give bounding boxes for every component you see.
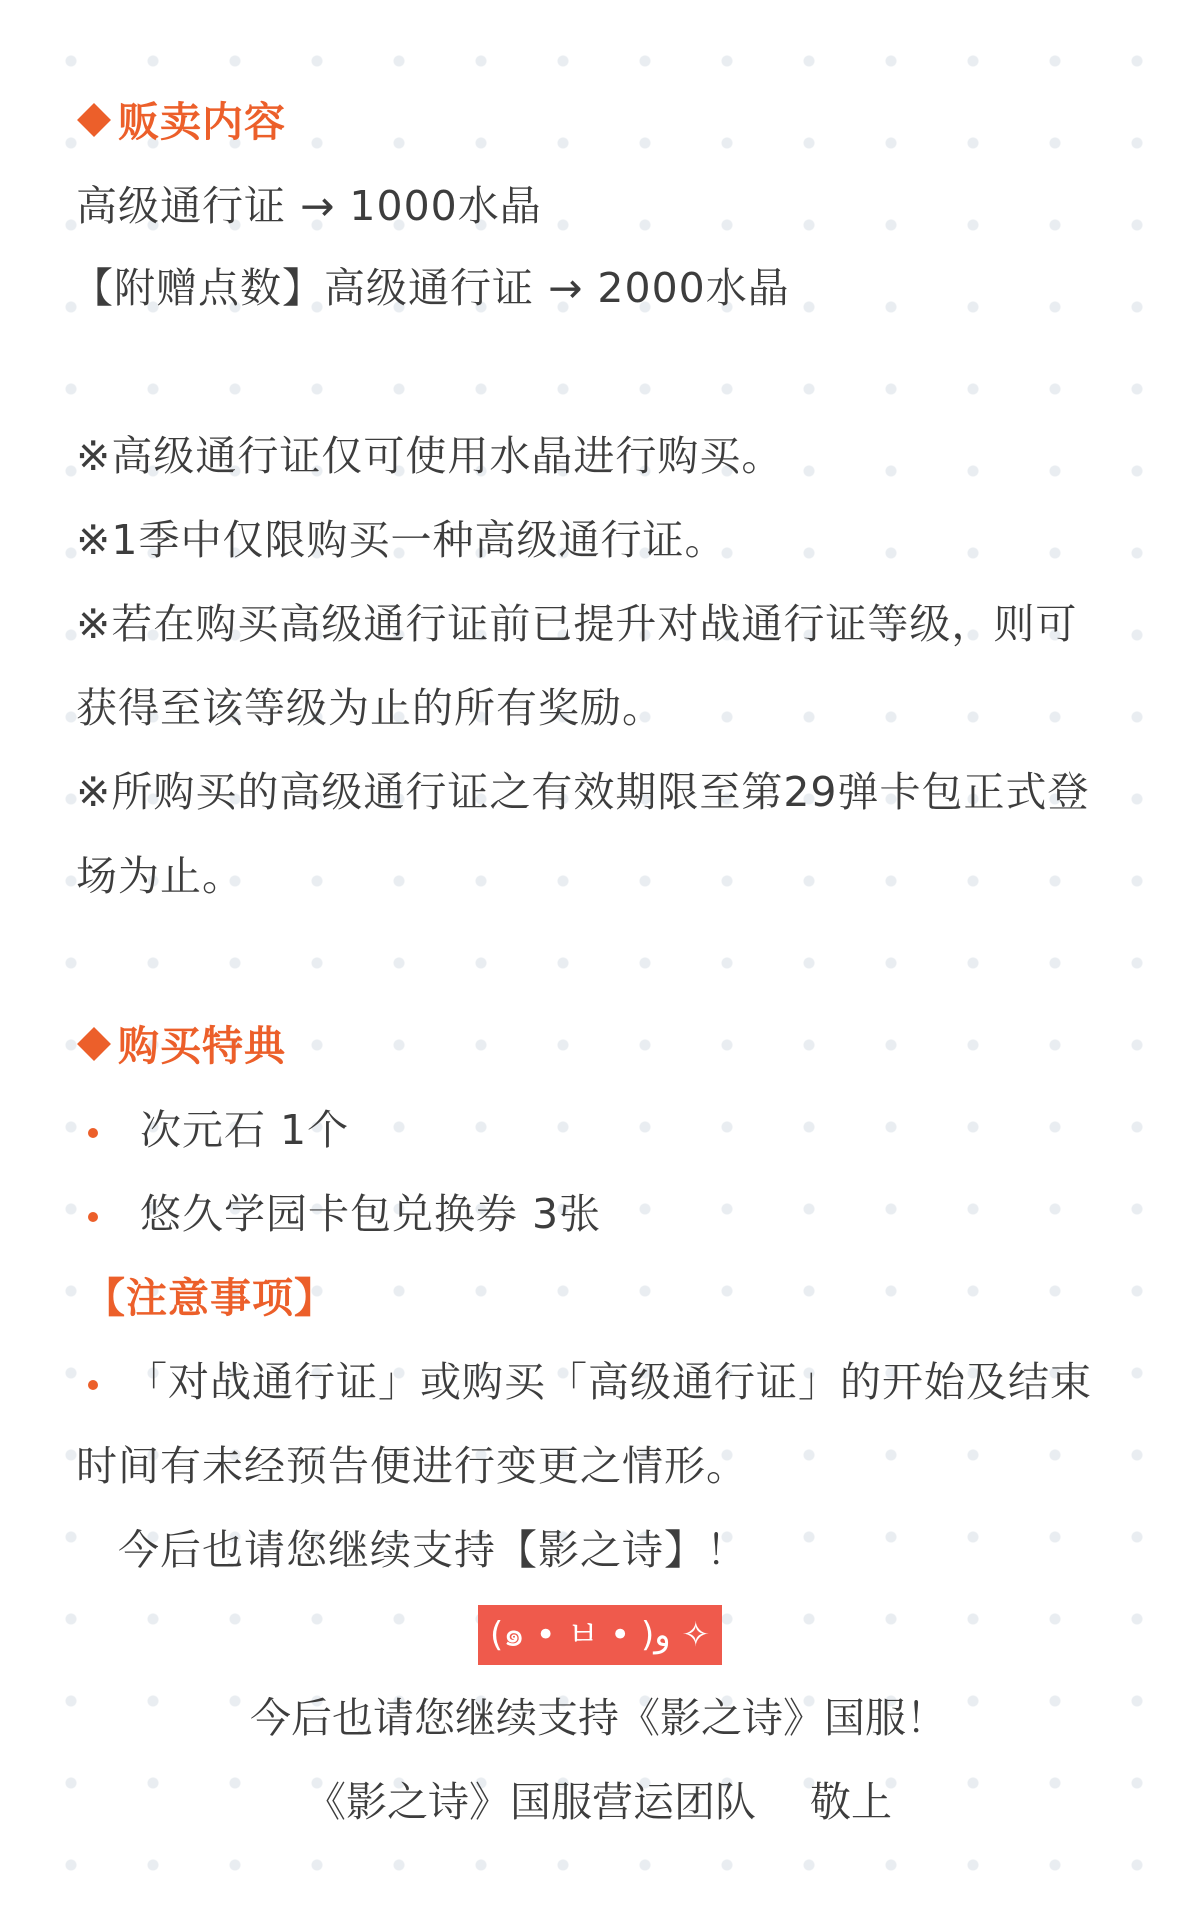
note-1: ※高级通行证仅可使用水晶进行购买。 bbox=[76, 432, 784, 480]
sales-heading-text: 贩卖内容 bbox=[118, 98, 286, 146]
note-2: ※1季中仅限购买一种高级通行证。 bbox=[76, 516, 727, 564]
kaomoji-badge: (๑ • ㅂ • )و ✧ bbox=[478, 1605, 722, 1665]
note-4-line-2: 场为止。 bbox=[76, 852, 244, 900]
closing-line-1: 今后也请您继续支持《影之诗》国服！ bbox=[250, 1694, 947, 1742]
bullet-icon bbox=[88, 1380, 98, 1390]
caution-line-1: 「对战通行证」或购买「高级通行证」的开始及结束 bbox=[126, 1358, 1092, 1406]
sales-line-2: 【附赠点数】高级通行证 → 2000水晶 bbox=[72, 264, 790, 312]
bonus-item-2: 悠久学园卡包兑换券 3张 bbox=[140, 1190, 602, 1238]
closing-line-2: 《影之诗》国服营运团队 敬上 bbox=[304, 1778, 893, 1826]
diamond-icon bbox=[77, 1027, 111, 1061]
sales-line-1: 高级通行证 → 1000水晶 bbox=[76, 182, 542, 230]
sales-heading bbox=[76, 96, 286, 148]
note-3-line-1: ※若在购买高级通行证前已提升对战通行证等级，则可 bbox=[76, 600, 1078, 648]
caution-line-2: 时间有未经预告便进行变更之情形。 bbox=[76, 1442, 748, 1490]
bullet-icon bbox=[88, 1128, 98, 1138]
bullet-icon bbox=[88, 1212, 98, 1222]
caution-heading: 【注意事项】 bbox=[84, 1274, 336, 1322]
note-3-line-2: 获得至该等级为止的所有奖励。 bbox=[76, 684, 664, 732]
diamond-icon bbox=[77, 103, 111, 137]
support-line: 今后也请您继续支持【影之诗】！ bbox=[118, 1526, 748, 1574]
bonus-item-1: 次元石 1个 bbox=[140, 1106, 350, 1154]
bonus-heading-text: 购买特典 bbox=[118, 1022, 286, 1070]
bonus-heading bbox=[76, 1020, 286, 1072]
note-4-line-1: ※所购买的高级通行证之有效期限至第29弹卡包正式登 bbox=[76, 768, 1090, 816]
